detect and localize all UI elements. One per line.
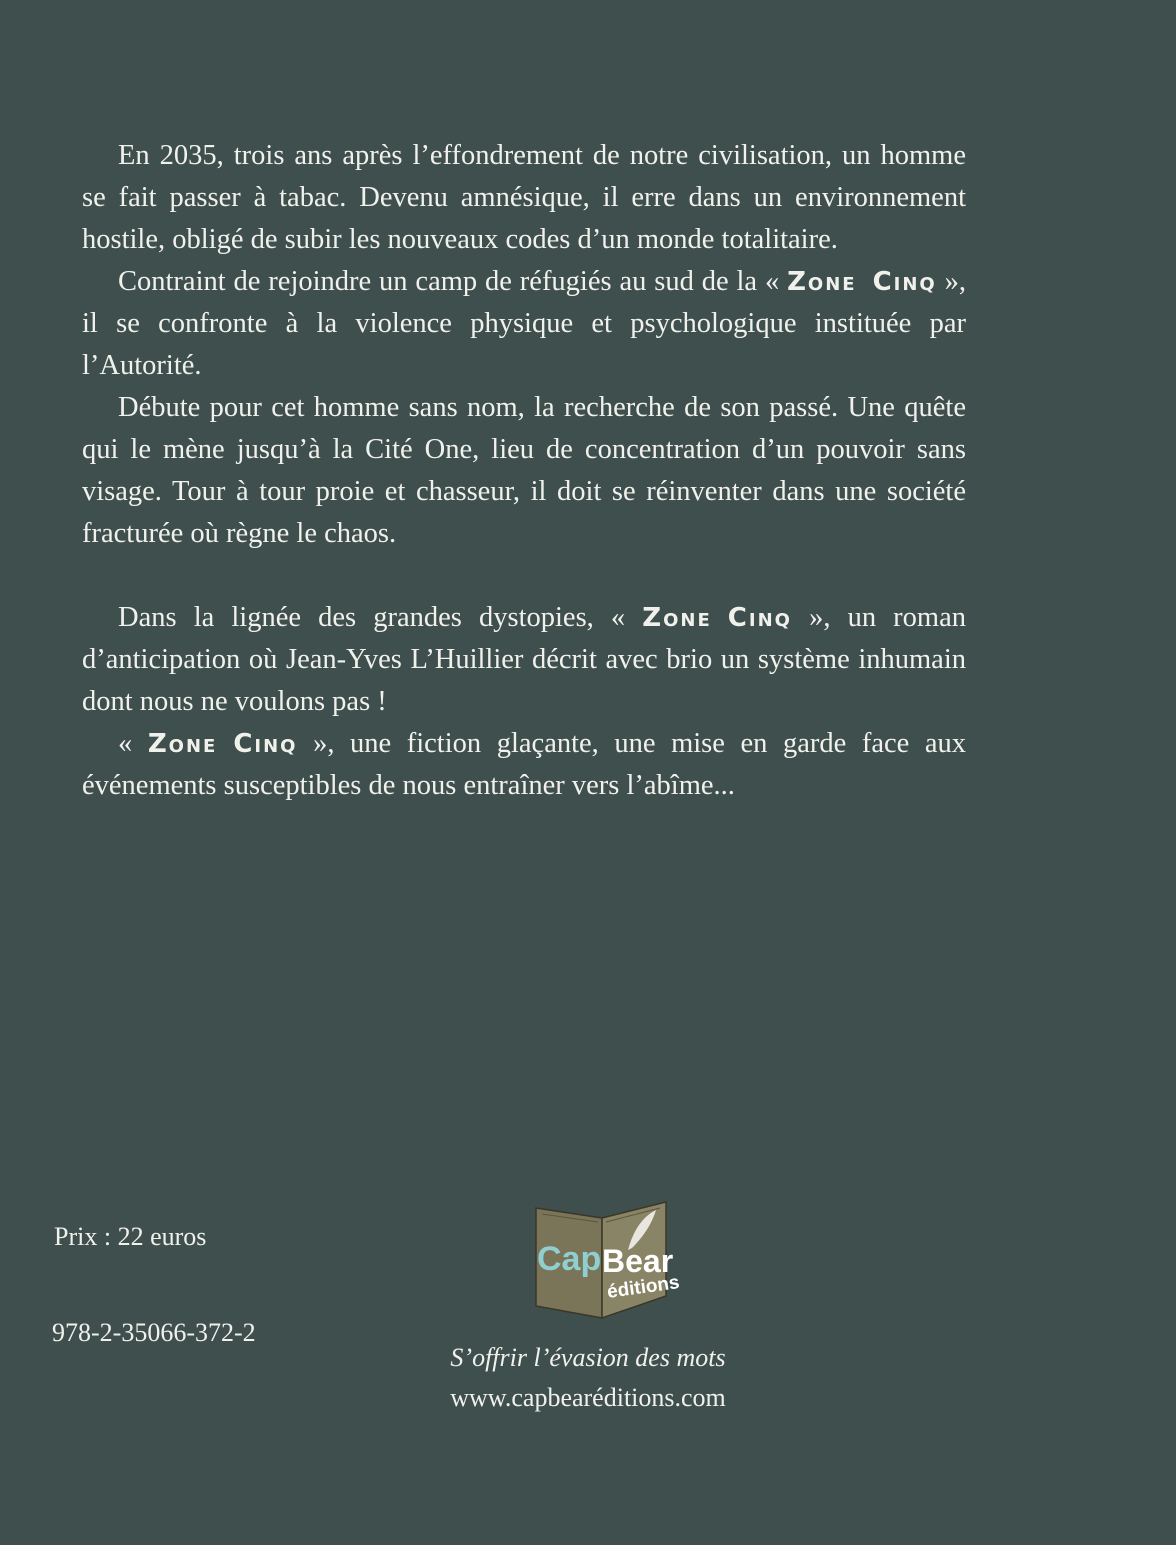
- title-word-cinq: Cinq: [727, 603, 792, 633]
- title-word-cinq: Cinq: [233, 729, 298, 759]
- logo-word-cap: Cap: [537, 1240, 602, 1278]
- logo-word-editions: éditions: [605, 1272, 681, 1303]
- blurb-paragraph-4-end: », un roman d’anticipation où Jean-Yves L’Huillier décrit avec brio un système inhumain dont nous ne voulons pas !: [82, 602, 966, 717]
- blurb-paragraph-3: Débute pour cet homme sans nom, la recherche de son passé. Une quête qui le mène jusqu’à la Cité One, lieu de concentration d’un pouvoir sans visage. Tour à tour proie et chasseur, il doit se réinventer dans une société fracturée où règne le chaos.: [82, 392, 966, 549]
- blurb-paragraph-4: [82, 597, 966, 723]
- blurb-paragraph-2: [82, 261, 966, 387]
- logo-word-bear: Bear: [602, 1243, 674, 1279]
- back-cover-blurb: [82, 135, 966, 807]
- title-word-zone: Zone: [787, 267, 857, 297]
- title-word-zone: Zone: [147, 729, 218, 759]
- book-title-mention-3: [148, 729, 298, 759]
- blurb-paragraph-1: En 2035, trois ans après l’effondrement de notre civilisation, un homme se fait passer à tabac. Devenu amnésique, il erre dans un environnement hostile, obligé de subir les nouveaux codes d’un monde totalitaire.: [82, 140, 966, 255]
- blurb-paragraph-5: [82, 723, 966, 807]
- blurb-paragraph-5-end: », une fiction glaçante, une mise en garde face aux événements susceptibles de nous entraîner vers l’abîme...: [82, 728, 966, 801]
- isbn-number: 978-2-35066-372-2: [52, 1318, 256, 1347]
- publisher-website: www.capbearéditions.com: [450, 1383, 726, 1412]
- blurb-paragraph-4-start: Dans la lignée des grandes dystopies, «: [118, 602, 643, 633]
- publisher-logo: [532, 1200, 681, 1320]
- blurb-paragraph-2-start: Contraint de rejoindre un camp de réfugiés au sud de la «: [118, 266, 788, 297]
- book-title-mention-1: [787, 267, 937, 297]
- book-title-mention-2: [642, 603, 792, 633]
- blurb-paragraph-2-end: », il se confronte à la violence physique et psychologique instituée par l’Autorité.: [82, 266, 967, 381]
- publisher-tagline: S’offrir l’évasion des mots: [450, 1343, 726, 1372]
- title-word-cinq: Cinq: [872, 267, 937, 297]
- title-word-zone: Zone: [642, 603, 712, 633]
- price-label: Prix : 22 euros: [54, 1222, 207, 1251]
- blurb-paragraph-5-start: «: [118, 728, 148, 759]
